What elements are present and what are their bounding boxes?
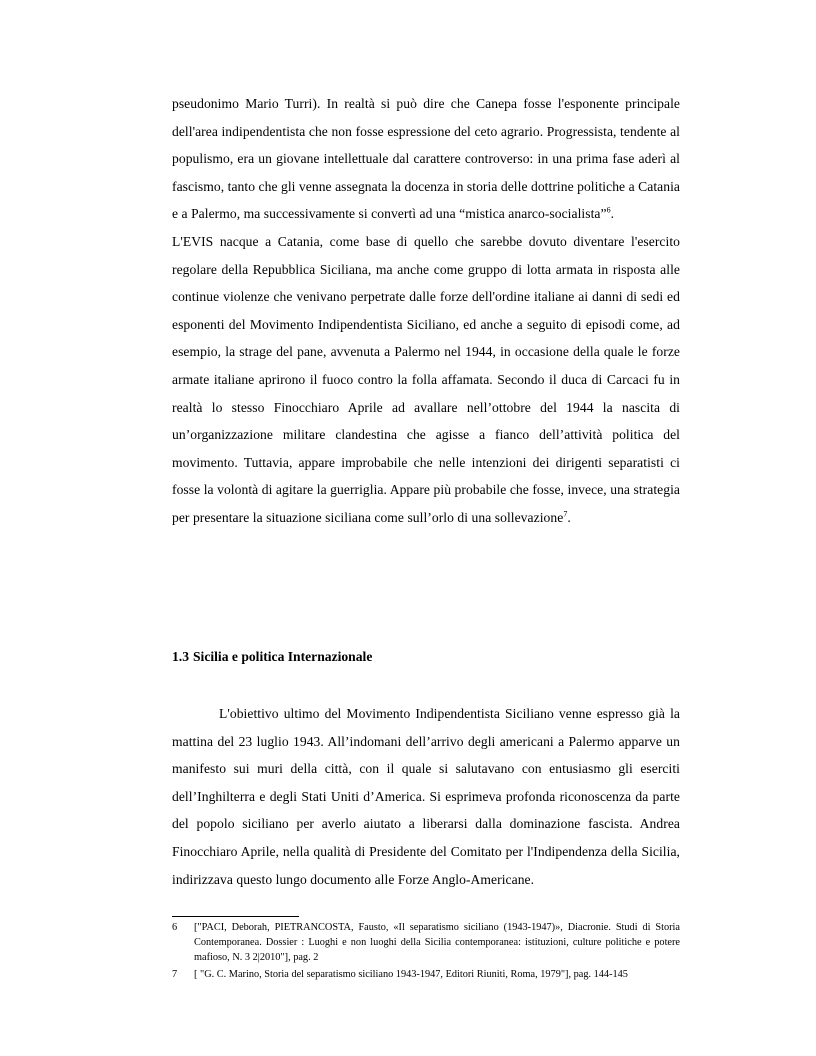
footnote-number: 7 [172,968,178,980]
footnote-text: ["PACI, Deborah, PIETRANCOSTA, Fausto, «Il separatismo siciliano (1943-1947)», Diacronie. Studi di Storia Contemporanea. Dossier : Luoghi e non luoghi della Sicilia contemporanea: istituzioni, culture politiche e potere mafioso, N. 3 2|2010"], pag. 2 [194,922,680,964]
footnote-ref-7[interactable]: 7 [563,509,568,519]
footnote-6 [172,920,680,966]
paragraph-end: . [610,206,615,222]
footnote-number: 6 [172,922,178,933]
footnote-text: [ "G. C. Marino, Storia del separatismo siciliano 1943-1947, Editori Riuniti, Roma, 1979"], pag. 144-145 [194,968,628,980]
section-title: Sicilia e politica Internazionale [193,649,373,664]
footnote-7 [172,967,680,982]
paragraph-text: L'EVIS nacque a Catania, come base di quello che sarebbe dovuto diventare l'esercito regolare della Repubblica Siciliana, ma anche come gruppo di lotta armata in risposta alle continue violenze che venivano perpetrate dalle forze dell'ordine italiane ai danni di sedi ed esponenti del Movimento Indipendentista Siciliano, ed anche a seguito di episodi come, ad esempio, la strage del pane, avvenuta a Palermo nel 1944, in occasione della quale le forze armate italiane aprirono il fuoco contro la folla affamata. Secondo il duca di Carcaci fu in realtà lo stesso Finocchiaro Aprile ad avallare nell’ottobre del 1944 la nascita di un’organizzazione militare clandestina che agisse a fianco dell’attività politica del movimento. Tuttavia, appare improbabile che nelle intenzioni dei dirigenti separatisti ci fosse la volontà di agitare la guerriglia. Appare più probabile che fosse, invece, una strategia per presentare la situazione siciliana come sull’orlo di una sollevazione [172,233,680,525]
paragraph-text: pseudonimo Mario Turri). In realtà si può dire che Canepa fosse l'esponente principale dell'area indipendentista che non fosse espressione del ceto agrario. Progressista, tendente al populismo, era un giovane intellettuale dal carattere controverso: in una prima fase aderì al fascismo, tanto che gli venne assegnata la docenza in storia delle dottrine politiche a Catania e a Palermo, ma successivamente si convertì ad una “mistica anarco-socialista” [172,96,680,222]
paragraph-evis [172,228,680,532]
section-number: 1.3 [172,649,189,664]
footnote-ref-6[interactable]: 6 [606,205,611,215]
paragraph-objective: L'obiettivo ultimo del Movimento Indipendentista Siciliano venne espresso già la mattina del 23 luglio 1943. All’indomani dell’arrivo degli americani a Palermo apparve un manifesto sui muri della città, con il quale si salutavano con entusiasmo gli eserciti dell’Inghilterra e degli Stati Uniti d’America. Si esprimeva profonda riconoscenza da parte del popolo siciliano per averlo aiutato a liberarsi dalla dominazione fascista. Andrea Finocchiaro Aprile, nella qualità di Presidente del Comitato per l'Indipendenza della Sicilia, indirizzava questo lungo documento alle Forze Anglo-Americane. [172,706,680,887]
footnotes [172,920,680,983]
paragraph-canepa [172,90,680,228]
paragraph-end: . [567,509,571,525]
section-heading [172,647,376,667]
footnote-separator [172,916,299,917]
section-body [172,700,680,893]
body-text [172,90,680,532]
